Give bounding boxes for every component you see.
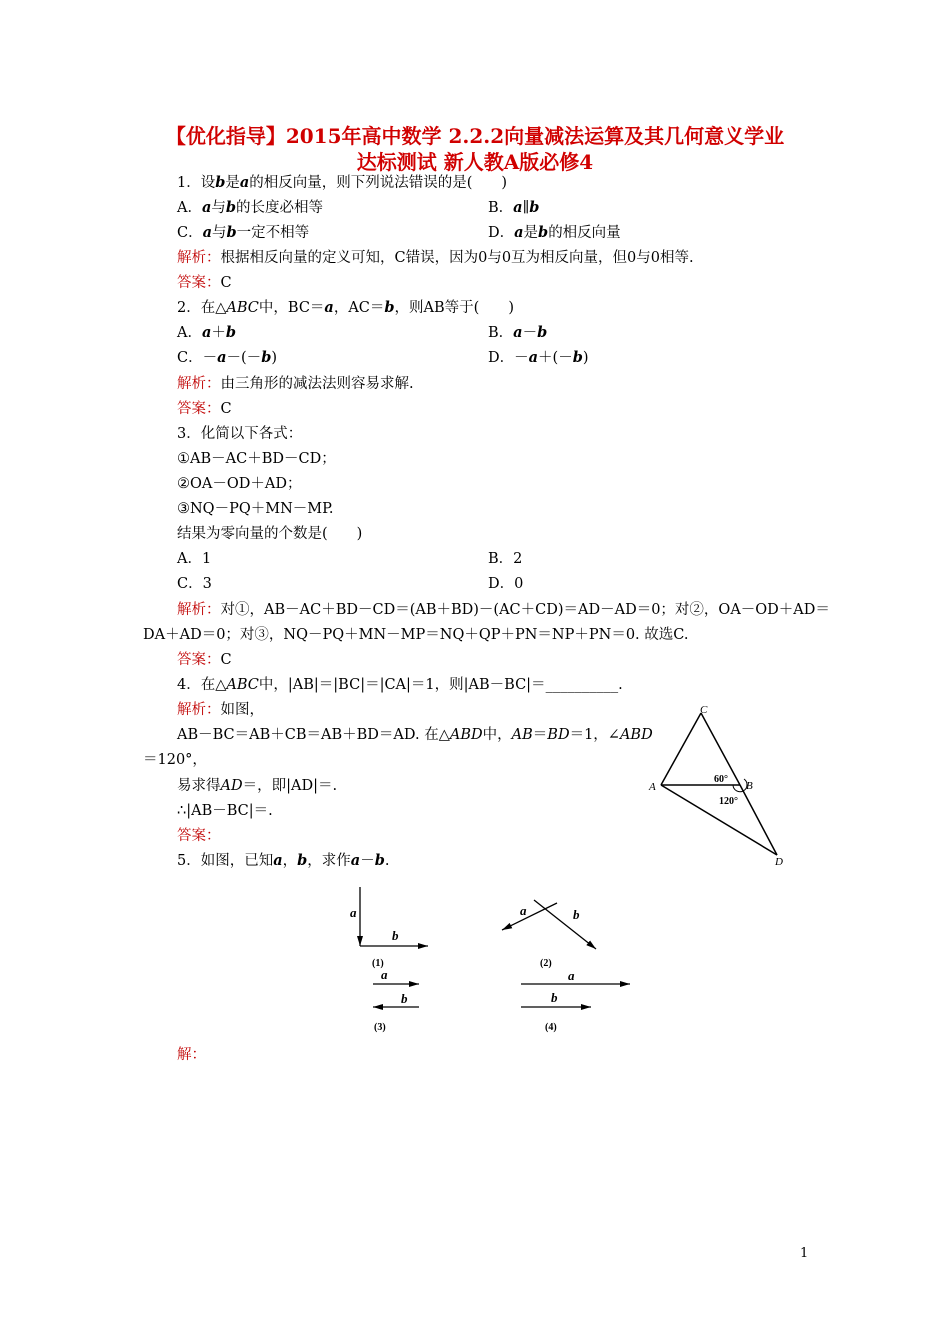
q3-item-3: ③NQ－PQ＋MN－MP. xyxy=(177,501,334,517)
q2-answer: 答案：C xyxy=(177,401,232,417)
q3-analysis-cont: DA＋AD＝0；对③，NQ－PQ＋MN－MP＝NQ＋QP＋PN＝NP＋PN＝0. 故选C. xyxy=(143,627,689,643)
label-a: a xyxy=(520,903,527,918)
page-number: 1 xyxy=(800,1246,809,1261)
caption: (3) xyxy=(374,1022,386,1033)
label-angle-60: 60° xyxy=(714,774,728,785)
q1-answer: 答案：C xyxy=(177,275,232,291)
q3-option-c: C．3 xyxy=(177,576,212,592)
caption: (2) xyxy=(540,958,552,969)
label-b: b xyxy=(392,928,399,943)
q2-option-c: C．－a－(－b) xyxy=(177,349,277,366)
title-line2: 达标测试 新人教A版必修4 xyxy=(356,150,594,174)
q1-analysis: 解析：根据相反向量的定义可知，C错误，因为0与0互为相反向量，但0与0相等. xyxy=(177,250,694,266)
q1-option-a: A．a与b的长度必相等 xyxy=(177,199,324,216)
q5-stem: 5．如图，已知a，b，求作a－b. xyxy=(177,852,390,869)
q1-option-d: D．a是b的相反向量 xyxy=(488,224,621,241)
q4-triangle-figure xyxy=(645,703,795,868)
title-line1: 2015年高中数学 2.2.2向量减法运算及其几何意义学业 xyxy=(285,124,785,148)
q3-item-2: ②OA－OD＋AD； xyxy=(177,476,302,492)
label-b: b xyxy=(573,907,580,922)
q3-option-d: D．0 xyxy=(488,576,524,592)
q3-stem: 3．化简以下各式： xyxy=(177,426,303,442)
vector-a xyxy=(502,903,557,930)
q3-answer: 答案：C xyxy=(177,652,232,668)
q2-option-d: D．－a＋(－b) xyxy=(488,349,589,366)
page-title xyxy=(110,124,840,148)
q1-stem: 1．设b是a的相反向量，则下列说法错误的是( ) xyxy=(177,174,508,191)
q4-stem: 4．在△ABC中，|AB|＝|BC|＝|CA|＝1，则|AB－BC|＝__________. xyxy=(177,677,623,693)
q1-option-b: B．a∥b xyxy=(488,199,540,216)
caption: (4) xyxy=(545,1022,557,1033)
label-a: a xyxy=(381,967,388,982)
q4-analysis-line3: ＝120°， xyxy=(143,752,207,768)
q3-option-b: B．2 xyxy=(488,551,523,567)
q2-analysis: 解析：由三角形的减法法则容易求解. xyxy=(177,376,414,392)
q4-analysis-line5: ∴|AB－BC|＝. xyxy=(177,803,273,819)
q1-option-c: C．a与b一定不相等 xyxy=(177,224,310,241)
caption: (1) xyxy=(372,958,384,969)
figure-2 xyxy=(502,900,596,969)
q2-stem: 2．在△ABC中，BC＝a，AC＝b，则AB等于( ) xyxy=(177,299,514,316)
label-a: a xyxy=(350,905,357,920)
q2-option-b: B．a－b xyxy=(488,324,548,341)
q4-answer: 答案： xyxy=(177,828,221,844)
q4-analysis-line4: 易求得AD＝，即|AD|＝. xyxy=(177,778,338,794)
figure-4 xyxy=(521,968,630,1033)
label-d: D xyxy=(775,856,783,868)
figure-3 xyxy=(373,967,419,1033)
label-angle-120: 120° xyxy=(719,796,738,807)
q3-analysis: 解析：对①，AB－AC＋BD－CD＝(AB＋BD)－(AC＋CD)＝AD－AD＝0；对②，OA－OD＋AD＝ xyxy=(177,602,830,618)
q4-analysis-line2: AB－BC＝AB＋CB＝AB＋BD＝AD. 在△ABD中，AB＝BD＝1，∠ABD xyxy=(177,727,653,743)
page-title-line2 xyxy=(110,150,840,174)
label-a: A xyxy=(649,781,656,793)
q2-option-a: A．a＋b xyxy=(177,324,237,341)
label-b: B xyxy=(746,780,753,792)
edge-ca xyxy=(661,713,701,785)
figure-1 xyxy=(350,887,428,969)
label-b: b xyxy=(401,991,408,1006)
q3-question: 结果为零向量的个数是( ) xyxy=(177,526,363,542)
q5-solution: 解： xyxy=(177,1047,206,1063)
label-a: a xyxy=(568,968,575,983)
q3-item-1: ①AB－AC＋BD－CD； xyxy=(177,451,336,467)
label-c: C xyxy=(700,704,708,716)
label-b: b xyxy=(551,990,558,1005)
vector-b xyxy=(534,900,596,949)
title-bracket: 【优化指导】 xyxy=(165,124,286,148)
q4-analysis: 解析：如图， xyxy=(177,702,264,718)
q5-vector-figures xyxy=(345,885,645,1035)
q3-option-a: A．1 xyxy=(177,551,212,567)
